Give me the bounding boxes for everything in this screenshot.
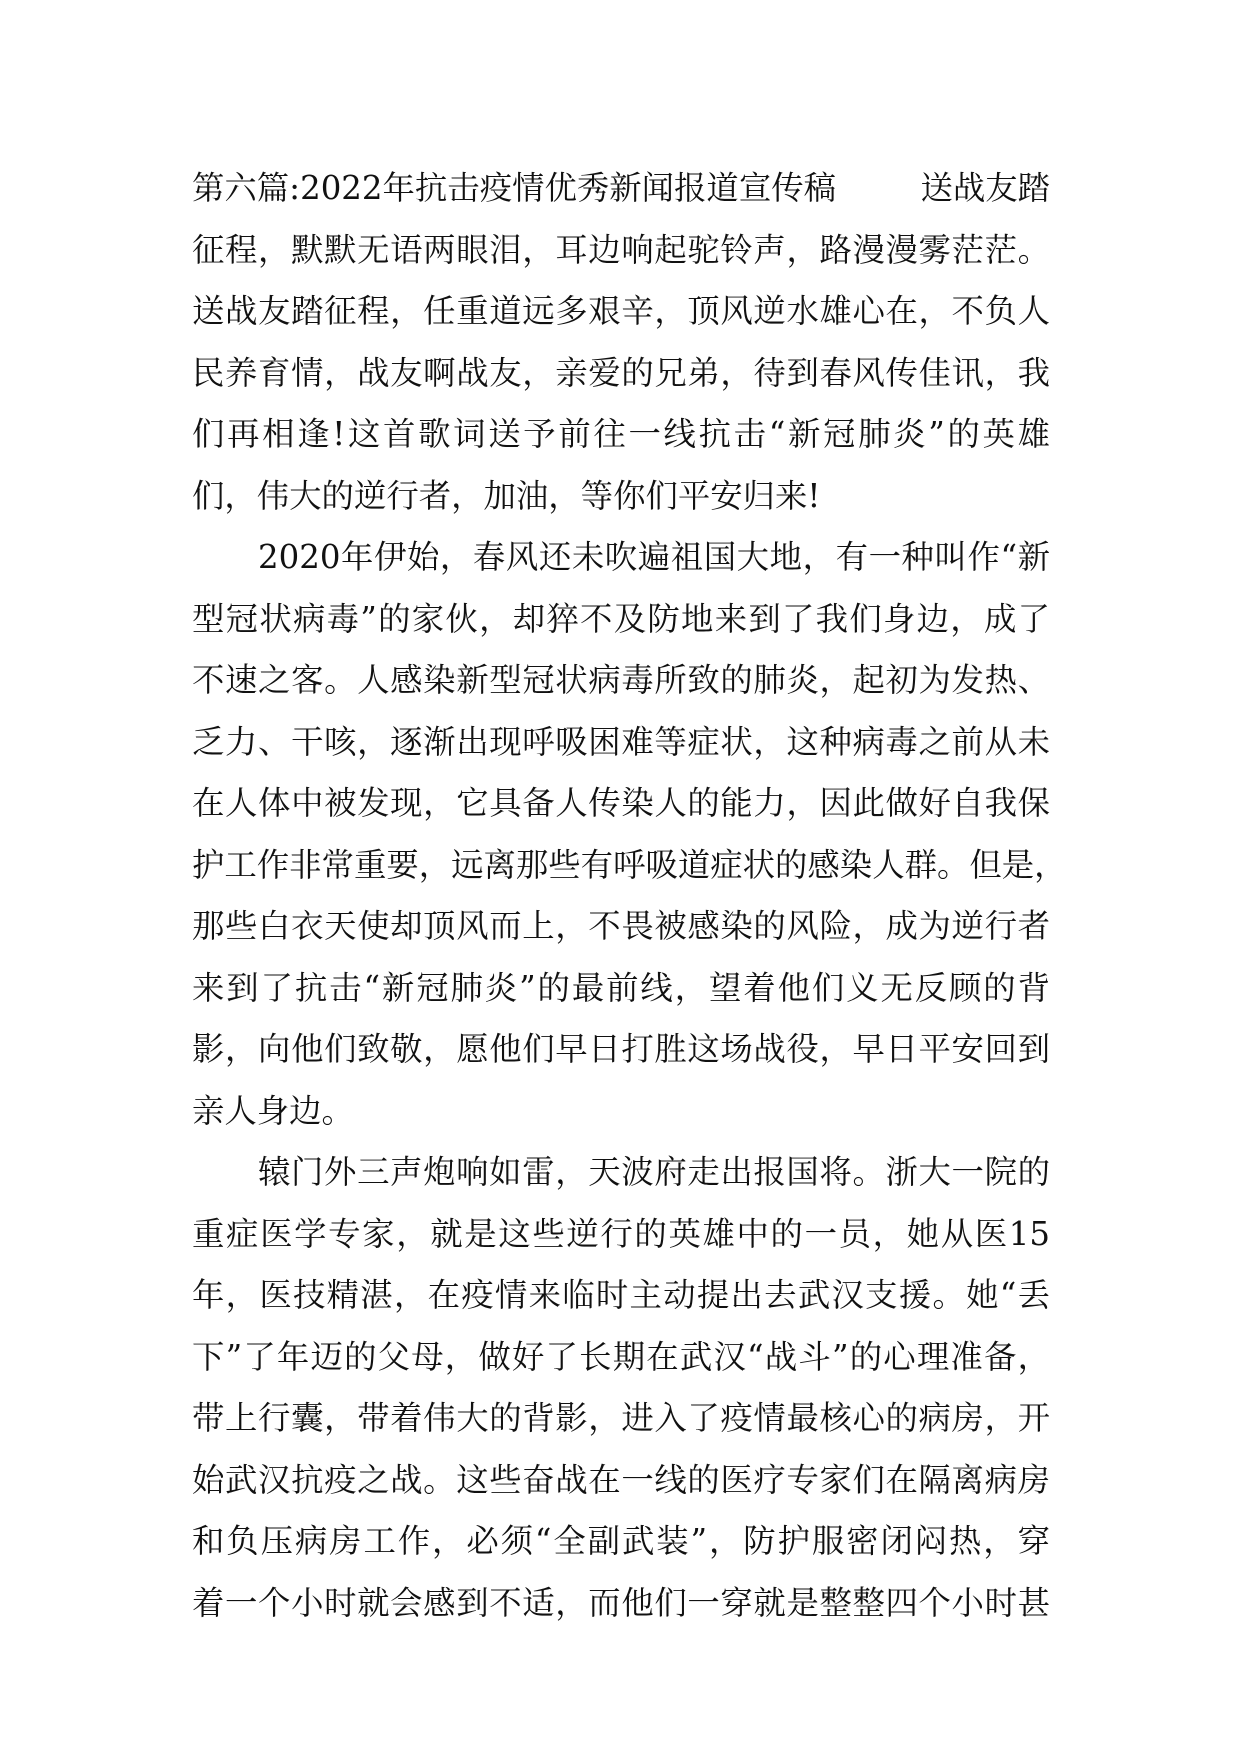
document-body: [192, 158, 1067, 1634]
text-line: 乏力、干咳，逐渐出现呼吸困难等症状，这种病毒之前从未: [192, 722, 1050, 761]
lyrics-opening: 送战友踏: [920, 169, 1050, 207]
text-line: 型冠状病毒”的家伙，却猝不及防地来到了我们身边，成了: [192, 599, 1050, 638]
paragraph-first-line: 2020年伊始，春风还未吹遍祖国大地，有一种叫作“新: [258, 538, 1050, 576]
text-line: 重症医学专家，就是这些逆行的英雄中的一员，她从医15: [192, 1214, 1050, 1253]
text-line: 始武汉抗疫之战。这些奋战在一线的医疗专家们在隔离病房: [192, 1460, 1050, 1499]
text-line: 在人体中被发现，它具备人传染人的能力，因此做好自我保: [192, 784, 1050, 822]
text-line: 征程，默默无语两眼泪，耳边响起驼铃声，路漫漫雾茫茫。: [192, 230, 1050, 269]
text-line: 带上行囊，带着伟大的背影，进入了疫情最核心的病房，开: [192, 1399, 1050, 1437]
text-line: 们，伟大的逆行者，加油，等你们平安归来!: [192, 476, 821, 515]
document-title: 第六篇:2022年抗击疫情优秀新闻报道宣传稿: [192, 169, 836, 207]
text-line: 那些白衣天使却顶风而上，不畏被感染的风险，成为逆行者: [192, 907, 1050, 945]
text-line: 着一个小时就会感到不适，而他们一穿就是整整四个小时甚: [192, 1583, 1050, 1622]
text-line: 年，医技精湛，在疫情来临时主动提出去武汉支援。她“丢: [192, 1276, 1050, 1314]
title-line: [192, 158, 1050, 220]
text-line: 下”了年迈的父母，做好了长期在武汉“战斗”的心理准备，: [192, 1337, 1050, 1376]
text-line: 亲人身边。: [192, 1091, 354, 1130]
text-line: 护工作非常重要，远离那些有呼吸道症状的感染人群。但是，: [192, 845, 1067, 884]
text-line: 和负压病房工作，必须“全副武装”，防护服密闭闷热，穿: [192, 1522, 1050, 1560]
text-line: 来到了抗击“新冠肺炎”的最前线，望着他们义无反顾的背: [192, 968, 1050, 1007]
text-line: 民养育情，战友啊战友，亲爱的兄弟，待到春风传佳讯，我: [192, 353, 1050, 392]
text-line: 送战友踏征程，任重道远多艰辛，顶风逆水雄心在，不负人: [192, 292, 1050, 330]
text-line: 影，向他们致敬，愿他们早日打胜这场战役，早日平安回到: [192, 1030, 1050, 1068]
text-line: 们再相逢!这首歌词送予前往一线抗击“新冠肺炎”的英雄: [192, 415, 1050, 453]
paragraph-first-line: 辕门外三声炮响如雷，天波府走出报国将。浙大一院的: [258, 1153, 1050, 1191]
text-line: 不速之客。人感染新型冠状病毒所致的肺炎，起初为发热、: [192, 661, 1050, 699]
